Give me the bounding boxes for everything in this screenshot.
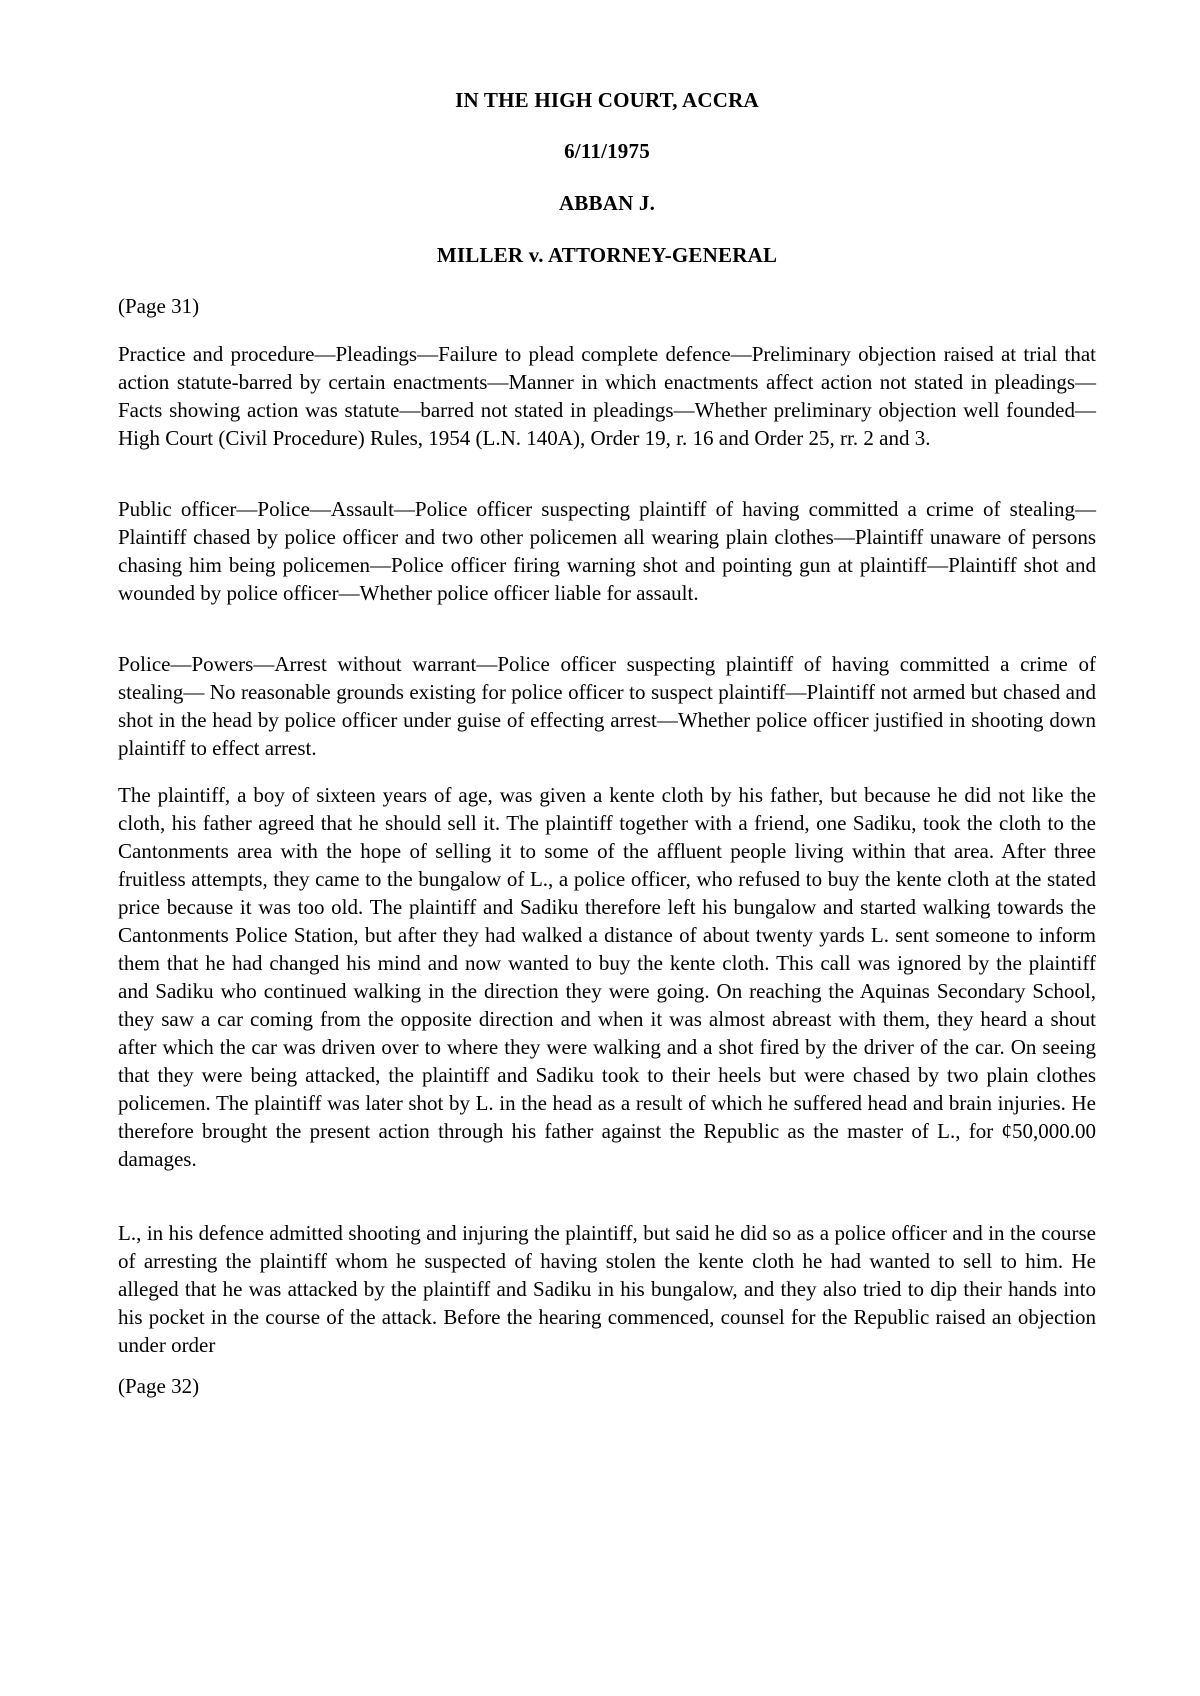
court-heading: IN THE HIGH COURT, ACCRA [455,88,759,112]
page-marker-end: (Page 32) [118,1374,200,1398]
facts-paragraph: The plaintiff, a boy of sixteen years of age, was given a kente cloth by his father, but because he did not like the cloth, his father agreed that he should sell it. The plaintiff together with a friend, one Sadiku, took the cloth to the Cantonments area with the hope of selling it to some of the affluent people living within that area. After three fruitless attempts, they came to the bungalow of L., a police officer, who refused to buy the kente cloth at the stated price because it was too old. The plaintiff and Sadiku therefore left his bungalow and started walking towards the Cantonments Police Station, but after they had walked a distance of about twenty yards L. sent someone to inform them that he had changed his mind and now wanted to buy the kente cloth. This call was ignored by the plaintiff and Sadiku who continued walking in the direction they were going. On reaching the Aquinas Secondary School, they saw a car coming from the opposite direction and when it was almost abreast with them, they heard a shout after which the car was driven over to where they were walking and a shot fired by the driver of the car. On seeing that they were being attacked, the plaintiff and Sadiku took to their heels but were chased by two plain clothes policemen. The plaintiff was later shot by L. in the head as a result of which he suffered head and brain injuries. He therefore brought the present action through his father against the Republic as the master of L., for ¢50,000.00 damages. [118,783,1096,1171]
case-title: MILLER v. ATTORNEY-GENERAL [436,243,778,267]
judge-name: ABBAN J. [558,191,656,215]
headnote-practice-procedure: Practice and procedure—Pleadings—Failure to plead complete defence—Preliminary objection raised at trial that action statute-barred by certain enactments—Manner in which enactments affect action not stated in pleadings— Facts showing action was statute—barred not stated in pleadings—Whether preliminary objection well founded—High Court (Civil Procedure) Rules, 1954 (L.N. 140A), Order 19, r. 16 and Order 25, rr. 2 and 3. [118,342,1096,450]
judgment-date: 6/11/1975 [564,139,650,163]
defence-paragraph: L., in his defence admitted shooting and injuring the plaintiff, but said he did so as a police officer and in the course of arresting the plaintiff whom he suspected of having stolen the kente cloth he had wanted to sell to him. He alleged that he was attacked by the plaintiff and Sadiku in his bungalow, and they also tried to dip their hands into his pocket in the course of the attack. Before the hearing commenced, counsel for the Republic raised an objection under order [118,1221,1096,1357]
page-marker-start: (Page 31) [118,294,200,318]
headnote-police-powers: Police—Powers—Arrest without warrant—Police officer suspecting plaintiff of having committed a crime of stealing— No reasonable grounds existing for police officer to suspect plaintiff—Plaintiff not armed but chased and shot in the head by police officer under guise of effecting arrest—Whether police officer justified in shooting down plaintiff to effect arrest. [118,652,1096,760]
headnote-public-officer: Public officer—Police—Assault—Police officer suspecting plaintiff of having committed a crime of stealing—Plaintiff chased by police officer and two other policemen all wearing plain clothes—Plaintiff unaware of persons chasing him being policemen—Police officer firing warning shot and pointing gun at plaintiff—Plaintiff shot and wounded by police officer—Whether police officer liable for assault. [118,497,1096,605]
